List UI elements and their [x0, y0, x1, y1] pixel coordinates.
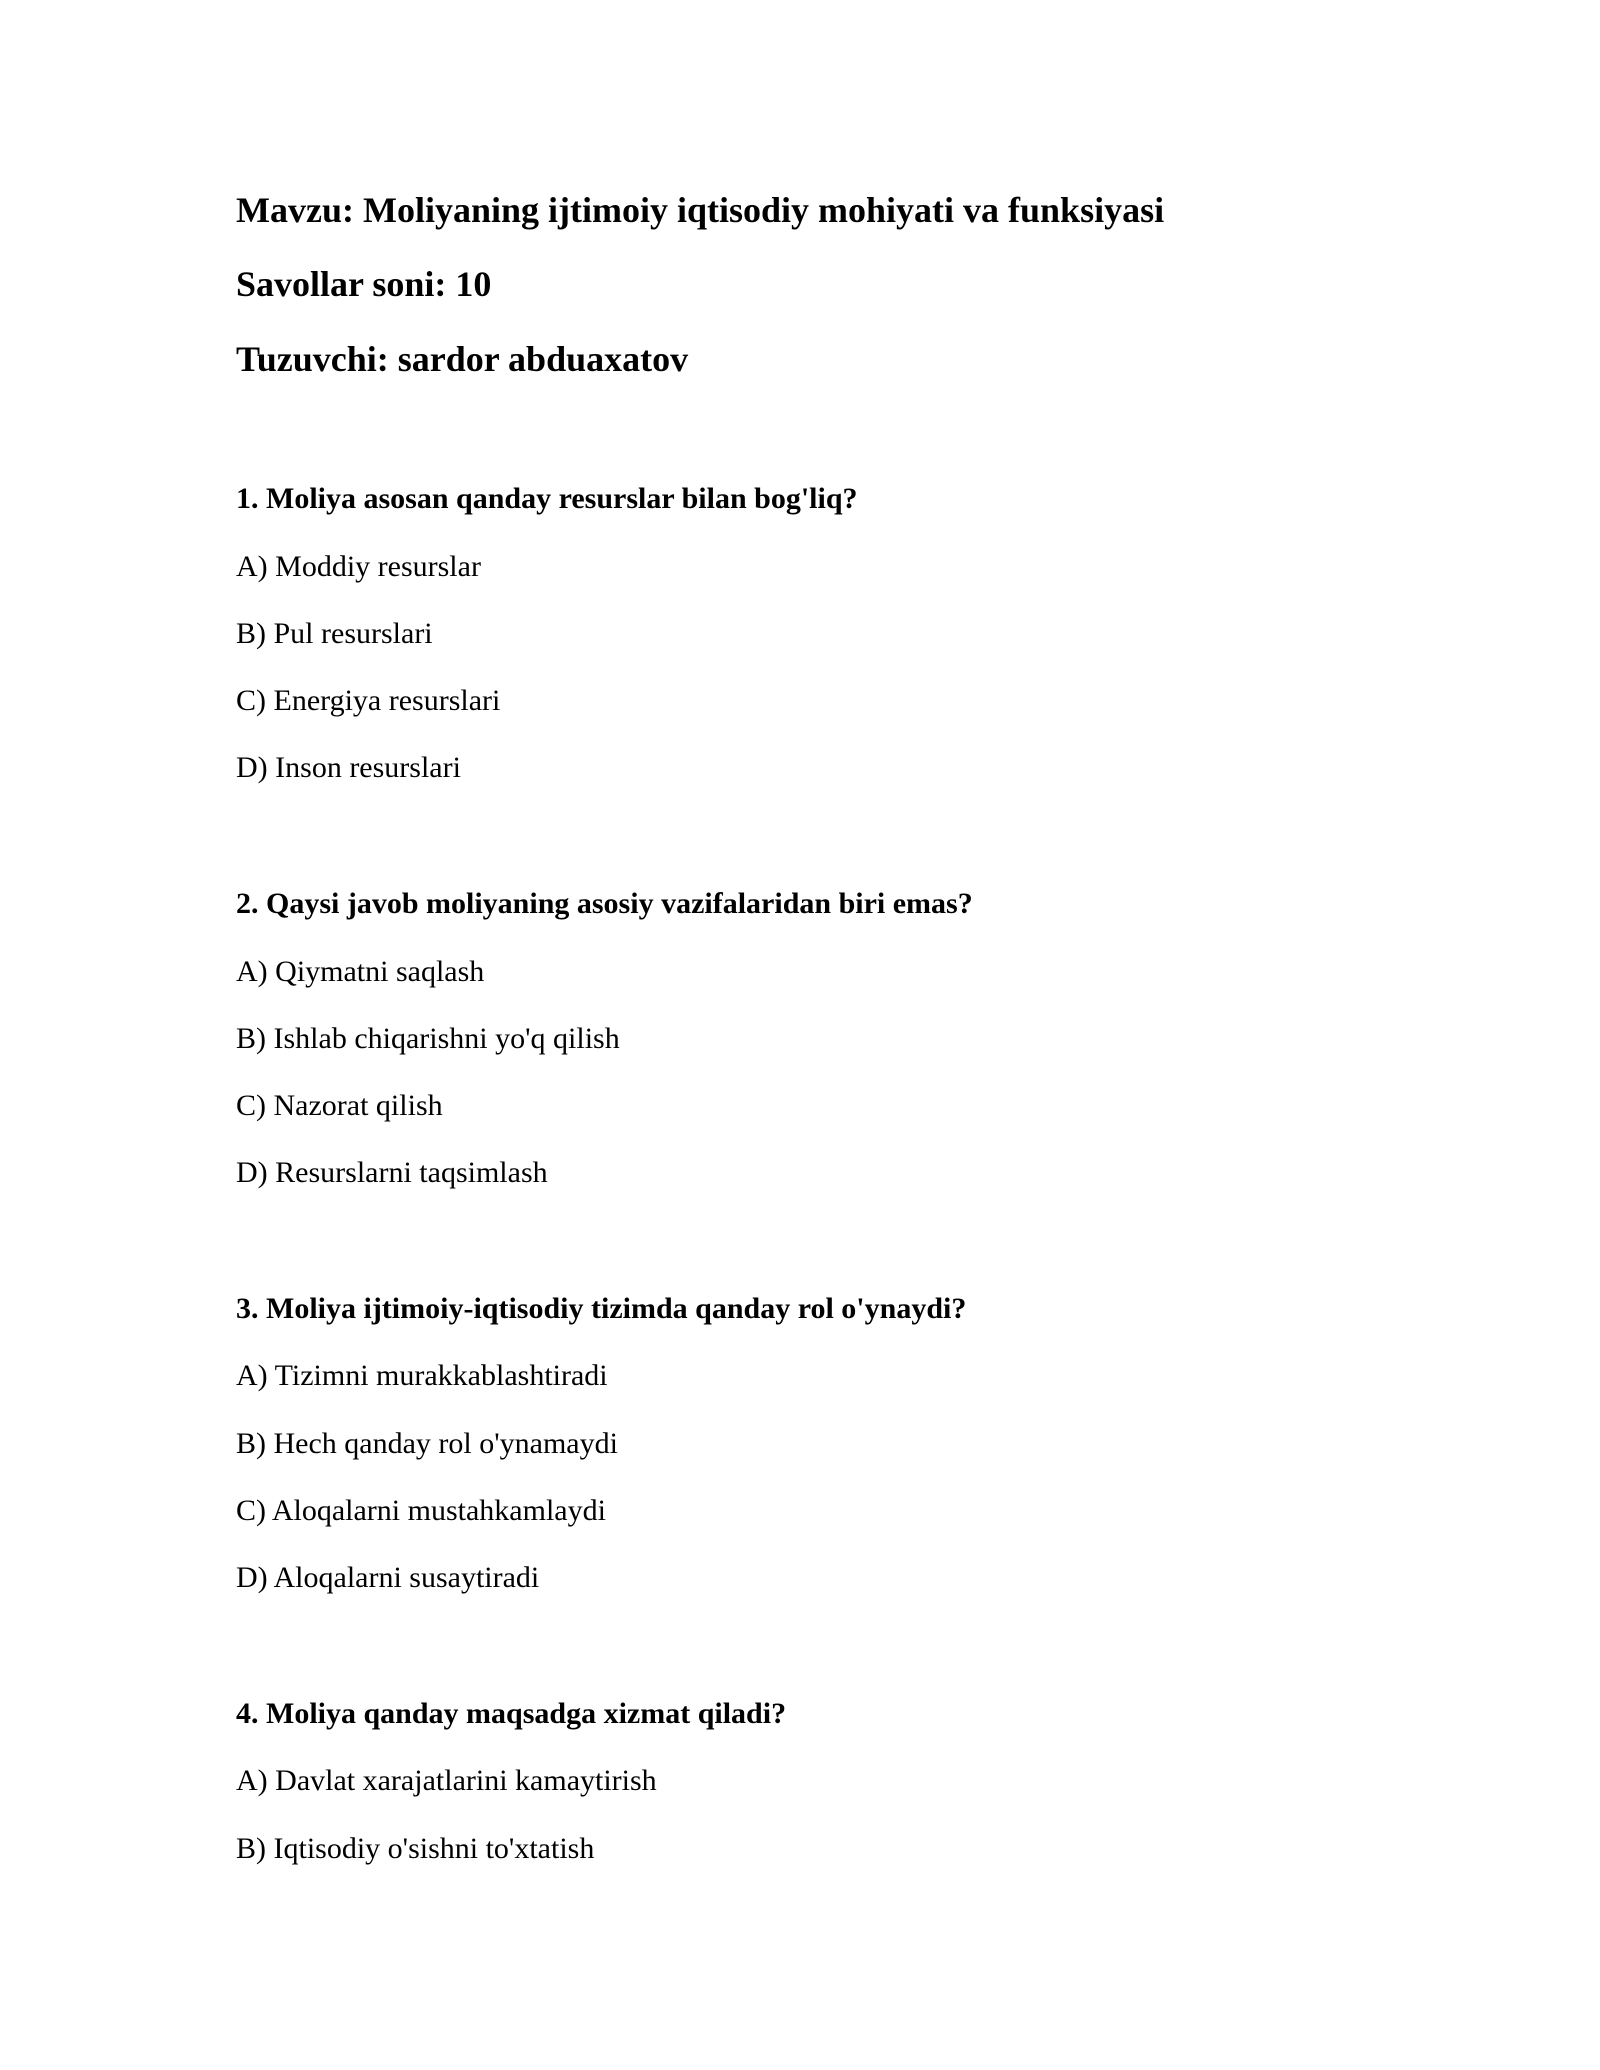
question-3-option-d: D) Aloqalarni susaytiradi [236, 1561, 540, 1594]
question-4-option-a: A) Davlat xarajatlarini kamaytirish [236, 1764, 657, 1797]
question-2: 2. Qaysi javob moliyaning asosiy vazifalaridan biri emas? [236, 887, 973, 920]
question-3-option-b: B) Hech qanday rol o'ynamaydi [236, 1427, 618, 1460]
question-1-option-d: D) Inson resurslari [236, 751, 461, 784]
question-2-option-a: A) Qiymatni saqlash [236, 955, 485, 988]
question-1-option-c: C) Energiya resurslari [236, 684, 501, 717]
question-3-option-a: A) Tizimni murakkablashtiradi [236, 1359, 608, 1392]
question-4: 4. Moliya qanday maqsadga xizmat qiladi? [236, 1697, 787, 1730]
topic-heading: Mavzu: Moliyaning ijtimoiy iqtisodiy mohiyati va funksiyasi [236, 190, 1165, 230]
question-2-option-c: C) Nazorat qilish [236, 1089, 443, 1122]
question-4-option-b: B) Iqtisodiy o'sishni to'xtatish [236, 1832, 595, 1865]
question-1-option-b: B) Pul resurslari [236, 617, 433, 650]
question-1: 1. Moliya asosan qanday resurslar bilan bog'liq? [236, 482, 858, 515]
question-3: 3. Moliya ijtimoiy-iqtisodiy tizimda qanday rol o'ynaydi? [236, 1292, 967, 1325]
question-2-option-d: D) Resurslarni taqsimlash [236, 1156, 548, 1189]
question-2-option-b: B) Ishlab chiqarishni yo'q qilish [236, 1022, 620, 1055]
author-line: Tuzuvchi: sardor abduaxatov [236, 339, 689, 379]
question-3-option-c: C) Aloqalarni mustahkamlaydi [236, 1494, 606, 1527]
question-1-option-a: A) Moddiy resurslar [236, 550, 481, 583]
question-count: Savollar soni: 10 [236, 264, 492, 304]
